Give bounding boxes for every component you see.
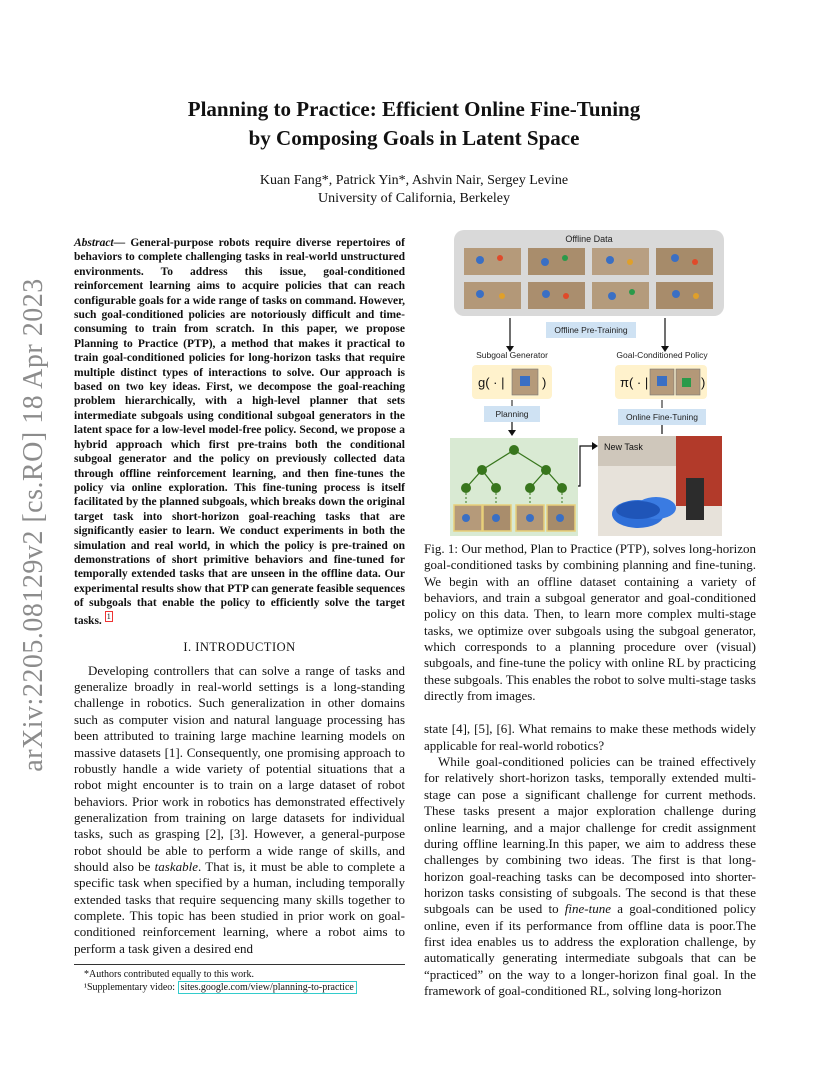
figure-1 — [450, 228, 730, 536]
author-block — [0, 172, 828, 208]
abstract-label: Abstract — [74, 237, 114, 249]
footnote-one-prefix: ¹Supplementary video: — [84, 982, 178, 993]
thumbnail — [464, 282, 521, 309]
offline-data-label: Offline Data — [565, 234, 613, 244]
figure-caption: Fig. 1: Our method, Plan to Practice (PTP), solves long-horizon goal-conditioned tasks by combining planning and fine-tuning. We begin with an offline dataset containing a variety of behaviors, and train a subgoal generator and goal-conditioned policy on this data. Then, to learn more complex multi-stage tasks, we optimize over subgoals using the subgoal generator, which corresponds to a planning procedure over (visual) subgoals, and fine-tune the policy with online RL by practicing these subgoals. This enables the robot to solve multi-stage tasks directly from images. — [424, 541, 756, 704]
right-column — [424, 541, 756, 999]
g-formula: g( · | — [478, 375, 505, 390]
intro-text-a: Developing controllers that can solve a range of tasks and generalize broadly in real-world settings is a long-standing challenge in robotics. Such generalization in other domains such as computer vision and natural language processing has been attributed to training large machine learning models on massive datasets [1]. Consequently, one promising approach to robustly handle a wide variety of potential situations that a robot might encounter is to train on a large dataset of robot behaviors. Prior work in robotics has demonstrated effectively generalization from training on large datasets for individual tasks, such as grasping [2], [3]. However, a general-purpose robot should be able to perform a wide range of skills, and should also be — [74, 662, 405, 874]
goal-conditioned-policy-label: Goal-Conditioned Policy — [616, 350, 708, 360]
method-diagram — [450, 228, 730, 536]
footnote-link-1[interactable]: 1 — [106, 611, 111, 621]
title-line-2: by Composing Goals in Latent Space — [248, 126, 580, 150]
left-column — [74, 236, 405, 957]
arxiv-id: arXiv:2205.08129v2 [cs.RO] 18 Apr 2023 — [18, 278, 49, 772]
right-text-b: a goal-conditioned policy online, even if its performance from offline data is poor.The first idea enables us to address the exploration challenge, by automatically generating intermediate subgoals that can be “practiced” on the way to a longer-horizon final goal. In the framework of goal-conditioned RL, solving long-horizon — [424, 901, 756, 998]
abstract-text: — General-purpose robots require diverse repertoires of behaviors to complete challenging tasks in real-world unstructured environments. To address this issue, goal-conditioned reinforcement learning aims to acquire policies that can reach configurable goals for a wide range of tasks on command. However, such goal-conditioned policies are notoriously difficult and time-consuming to train from scratch. In this paper, we propose Planning to Practice (PTP), a method that makes it practical to train goal-conditioned policies for long-horizon tasks that require multiple distinct types of interactions to solve. Our approach is based on two key ideas. First, we decompose the goal-reaching problem hierarchically, with a high-level planner that sets intermediate subgoals using conditional subgoal generators in the latent space for a low-level model-free policy. Second, we propose a hybrid approach which first pre-trains both the conditional subgoal generator and the policy on previously collected data through offline reinforcement learning, and then fine-tunes the policy via online exploration. This fine-tuning process is itself facilitated by the planned subgoals, which breaks down the original target task into short-horizon goal-reaching tasks that are significantly easier to learn. We conduct experiments in both the simulation and real world, in which the policy is pre-trained on demonstrations of short primitive behaviors and fine-tuned for temporally extended tasks that are unseen in the offline data. Our experimental results show that PTP can generate feasible sequences of subgoals that enable the policy to efficiently solve the target tasks. — [74, 237, 405, 627]
thumbnail — [464, 248, 521, 275]
right-emphasis: fine-tune — [564, 901, 612, 917]
intro-paragraph — [74, 663, 405, 957]
thumbnail — [528, 248, 585, 275]
pi-close-paren: ) — [701, 375, 706, 390]
new-task-label: New Task — [604, 442, 643, 452]
footnotes — [74, 964, 405, 994]
arxiv-sidebar — [14, 278, 54, 772]
title-line-1: Planning to Practice: Efficient Online Fine-Tuning — [187, 97, 641, 121]
pi-formula: π( · | — [620, 375, 649, 390]
right-body-text — [424, 721, 756, 999]
supplementary-video-link[interactable]: sites.google.com/view/planning-to-practice — [178, 981, 357, 994]
offline-pretraining-label: Offline Pre-Training — [554, 325, 628, 335]
section-heading-introduction: I. INTRODUCTION — [183, 639, 296, 654]
g-close-paren: ) — [542, 375, 547, 390]
thumbnail — [656, 248, 713, 275]
subgoal-generator-label: Subgoal Generator — [476, 350, 548, 360]
planning-label: Planning — [495, 409, 529, 419]
paper-title — [0, 95, 828, 153]
thumbnail — [528, 282, 585, 309]
thumbnail — [592, 282, 649, 309]
thumbnail — [592, 248, 649, 275]
online-finetuning-label: Online Fine-Tuning — [626, 412, 698, 422]
footnote-one — [74, 981, 405, 994]
intro-text-b: . That is, it must be able to complete a specific task when specified by a human, including temporally extended tasks that require sequencing many skills together to complete. This topic has been studied in prior work on goal-conditioned reinforcement learning, where a robot aims to perform a task given a desired end — [74, 858, 405, 956]
right-paragraph-2 — [424, 754, 756, 999]
right-paragraph-1: state [4], [5], [6]. What remains to make these methods widely applicable for real-world robotics? — [424, 721, 756, 753]
thumbnail — [656, 282, 713, 309]
authors: Kuan Fang*, Patrick Yin*, Ashvin Nair, Sergey Levine — [259, 173, 569, 188]
intro-emphasis: taskable — [154, 858, 198, 874]
right-text-a: While goal-conditioned policies can be trained effectively for relatively short-horizon tasks, temporally extended multi-stage can pose a significant challenge for current methods. These tasks present a major exploration challenge during online learning, and a major challenge for credit assignment during offline learning.In this paper, we aim to address these challenges by combining two ideas. The first is that long-horizon goal-reaching tasks can be decomposed into shorter-horizon tasks consisting of subgoals. The second is that these subgoals can be used to — [424, 754, 756, 917]
intro-text — [74, 663, 405, 957]
footnote-star: *Authors contributed equally to this work. — [84, 969, 254, 980]
affiliation: University of California, Berkeley — [317, 191, 511, 206]
abstract — [74, 236, 405, 628]
